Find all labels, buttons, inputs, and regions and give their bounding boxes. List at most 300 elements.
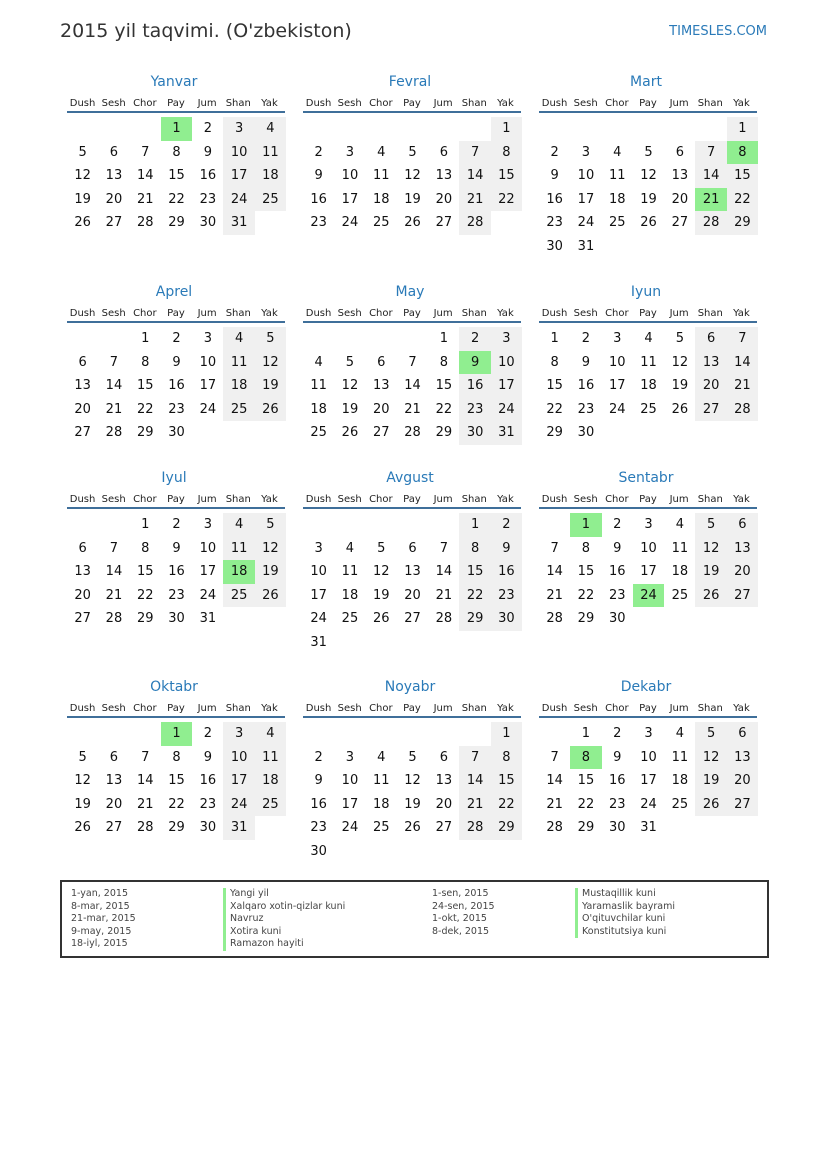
day-cell[interactable]: 2 bbox=[172, 331, 181, 346]
day-cell[interactable]: 27 bbox=[105, 820, 123, 836]
day-cell[interactable]: 24 bbox=[199, 587, 217, 603]
day-cell[interactable]: 25 bbox=[255, 188, 286, 212]
day-cell[interactable]: 2 bbox=[491, 513, 522, 537]
day-cell[interactable]: 19 bbox=[341, 401, 359, 417]
day-cell[interactable]: 13 bbox=[435, 773, 453, 789]
day-cell[interactable]: 11 bbox=[255, 141, 286, 165]
day-cell[interactable]: 17 bbox=[491, 374, 522, 398]
day-cell[interactable]: 8 bbox=[172, 144, 181, 160]
day-cell[interactable]: 28 bbox=[459, 816, 490, 840]
day-cell[interactable]: 21 bbox=[136, 796, 154, 812]
day-cell[interactable]: 22 bbox=[136, 401, 154, 417]
day-cell[interactable]: 30 bbox=[577, 425, 595, 441]
day-cell[interactable]: 12 bbox=[671, 354, 689, 370]
day-cell[interactable]: 4 bbox=[223, 327, 254, 351]
day-cell[interactable]: 19 bbox=[404, 191, 421, 207]
day-cell[interactable]: 15 bbox=[136, 564, 154, 580]
day-cell[interactable]: 11 bbox=[640, 354, 657, 370]
day-cell[interactable]: 24 bbox=[633, 584, 664, 608]
day-cell[interactable]: 18 bbox=[341, 587, 359, 603]
day-cell[interactable]: 13 bbox=[105, 168, 123, 184]
day-cell[interactable]: 7 bbox=[550, 749, 559, 765]
day-cell[interactable]: 25 bbox=[223, 398, 254, 422]
day-cell[interactable]: 12 bbox=[372, 564, 390, 580]
day-cell[interactable]: 17 bbox=[577, 191, 595, 207]
day-cell[interactable]: 7 bbox=[459, 746, 490, 770]
day-cell[interactable]: 28 bbox=[105, 425, 123, 441]
day-cell[interactable]: 22 bbox=[577, 587, 595, 603]
day-cell[interactable]: 18 bbox=[608, 191, 626, 207]
day-cell[interactable]: 30 bbox=[608, 611, 626, 627]
day-cell[interactable]: 30 bbox=[491, 607, 522, 631]
day-cell[interactable]: 4 bbox=[223, 513, 254, 537]
day-cell[interactable]: 28 bbox=[136, 820, 154, 836]
day-cell[interactable]: 6 bbox=[439, 144, 448, 160]
day-cell[interactable]: 26 bbox=[372, 611, 390, 627]
day-cell[interactable]: 8 bbox=[550, 354, 559, 370]
day-cell[interactable]: 22 bbox=[435, 401, 453, 417]
day-cell[interactable]: 18 bbox=[255, 769, 286, 793]
day-cell[interactable]: 6 bbox=[109, 749, 119, 765]
day-cell[interactable]: 21 bbox=[435, 587, 453, 603]
day-cell[interactable]: 15 bbox=[435, 378, 453, 394]
day-cell[interactable]: 25 bbox=[608, 215, 626, 231]
day-cell[interactable]: 9 bbox=[314, 773, 323, 789]
day-cell[interactable]: 21 bbox=[546, 587, 563, 603]
day-cell[interactable]: 1 bbox=[459, 513, 490, 537]
day-cell[interactable]: 1 bbox=[491, 117, 522, 141]
day-cell[interactable]: 3 bbox=[345, 144, 355, 160]
day-cell[interactable]: 7 bbox=[141, 144, 150, 160]
day-cell[interactable]: 15 bbox=[577, 773, 595, 789]
day-cell[interactable]: 19 bbox=[671, 378, 689, 394]
day-cell[interactable]: 9 bbox=[203, 144, 212, 160]
day-cell[interactable]: 2 bbox=[314, 749, 323, 765]
day-cell[interactable]: 23 bbox=[168, 587, 185, 603]
day-cell[interactable]: 22 bbox=[577, 796, 595, 812]
day-cell[interactable]: 26 bbox=[255, 398, 286, 422]
day-cell[interactable]: 16 bbox=[459, 374, 490, 398]
day-cell[interactable]: 2 bbox=[459, 327, 490, 351]
day-cell[interactable]: 7 bbox=[695, 141, 726, 165]
day-cell[interactable]: 25 bbox=[372, 215, 390, 231]
day-cell[interactable]: 24 bbox=[491, 398, 522, 422]
day-cell[interactable]: 17 bbox=[640, 773, 657, 789]
day-cell[interactable]: 11 bbox=[341, 564, 359, 580]
day-cell[interactable]: 31 bbox=[640, 820, 657, 836]
day-cell[interactable]: 22 bbox=[491, 793, 522, 817]
day-cell[interactable]: 4 bbox=[255, 117, 286, 141]
day-cell[interactable]: 31 bbox=[577, 238, 595, 254]
day-cell[interactable]: 13 bbox=[105, 773, 123, 789]
day-cell[interactable]: 11 bbox=[671, 540, 689, 556]
day-cell[interactable]: 27 bbox=[404, 611, 421, 627]
day-cell[interactable]: 17 bbox=[223, 769, 254, 793]
day-cell[interactable]: 1 bbox=[161, 117, 192, 141]
day-cell[interactable]: 11 bbox=[223, 537, 254, 561]
day-cell[interactable]: 31 bbox=[199, 611, 217, 627]
day-cell[interactable]: 12 bbox=[74, 168, 91, 184]
day-cell[interactable]: 6 bbox=[695, 327, 726, 351]
day-cell[interactable]: 5 bbox=[78, 749, 87, 765]
day-cell[interactable]: 16 bbox=[310, 796, 327, 812]
day-cell[interactable]: 19 bbox=[695, 769, 726, 793]
day-cell[interactable]: 30 bbox=[199, 215, 217, 231]
day-cell[interactable]: 23 bbox=[491, 584, 522, 608]
day-cell[interactable]: 16 bbox=[199, 168, 217, 184]
day-cell[interactable]: 5 bbox=[675, 331, 684, 346]
day-cell[interactable]: 12 bbox=[341, 378, 359, 394]
day-cell[interactable]: 10 bbox=[341, 168, 359, 184]
day-cell[interactable]: 9 bbox=[613, 540, 622, 556]
day-cell[interactable]: 7 bbox=[550, 540, 559, 556]
day-cell[interactable]: 5 bbox=[255, 513, 286, 537]
day-cell[interactable]: 27 bbox=[74, 425, 91, 441]
day-cell[interactable]: 26 bbox=[671, 401, 689, 417]
day-cell[interactable]: 19 bbox=[255, 374, 286, 398]
day-cell[interactable]: 21 bbox=[459, 793, 490, 817]
day-cell[interactable]: 4 bbox=[675, 517, 684, 532]
day-cell[interactable]: 22 bbox=[491, 188, 522, 212]
day-cell[interactable]: 10 bbox=[199, 354, 217, 370]
day-cell[interactable]: 7 bbox=[109, 540, 119, 556]
day-cell[interactable]: 2 bbox=[203, 726, 212, 741]
day-cell[interactable]: 3 bbox=[644, 726, 653, 741]
day-cell[interactable]: 4 bbox=[255, 722, 286, 746]
day-cell[interactable]: 4 bbox=[314, 354, 323, 370]
day-cell[interactable]: 15 bbox=[491, 164, 522, 188]
day-cell[interactable]: 4 bbox=[613, 144, 622, 160]
day-cell[interactable]: 18 bbox=[640, 378, 657, 394]
day-cell[interactable]: 14 bbox=[546, 564, 563, 580]
day-cell[interactable]: 8 bbox=[570, 746, 601, 770]
day-cell[interactable]: 5 bbox=[408, 144, 417, 160]
day-cell[interactable]: 9 bbox=[613, 749, 622, 765]
day-cell[interactable]: 4 bbox=[644, 331, 653, 346]
day-cell[interactable]: 19 bbox=[404, 796, 421, 812]
day-cell[interactable]: 21 bbox=[695, 188, 726, 212]
day-cell[interactable]: 18 bbox=[372, 191, 390, 207]
day-cell[interactable]: 5 bbox=[695, 722, 726, 746]
day-cell[interactable]: 29 bbox=[491, 816, 522, 840]
day-cell[interactable]: 17 bbox=[199, 564, 217, 580]
day-cell[interactable]: 4 bbox=[345, 540, 355, 556]
day-cell[interactable]: 23 bbox=[199, 796, 217, 812]
day-cell[interactable]: 6 bbox=[78, 354, 87, 370]
day-cell[interactable]: 15 bbox=[459, 560, 490, 584]
day-cell[interactable]: 25 bbox=[671, 796, 689, 812]
day-cell[interactable]: 17 bbox=[223, 164, 254, 188]
day-cell[interactable]: 21 bbox=[136, 191, 154, 207]
day-cell[interactable]: 9 bbox=[550, 168, 559, 184]
day-cell[interactable]: 28 bbox=[435, 611, 453, 627]
day-cell[interactable]: 6 bbox=[675, 144, 684, 160]
day-cell[interactable]: 14 bbox=[136, 773, 154, 789]
day-cell[interactable]: 3 bbox=[491, 327, 522, 351]
day-cell[interactable]: 30 bbox=[168, 611, 185, 627]
day-cell[interactable]: 20 bbox=[74, 587, 91, 603]
day-cell[interactable]: 14 bbox=[459, 164, 490, 188]
day-cell[interactable]: 17 bbox=[608, 378, 626, 394]
day-cell[interactable]: 24 bbox=[341, 820, 359, 836]
day-cell[interactable]: 24 bbox=[341, 215, 359, 231]
day-cell[interactable]: 10 bbox=[640, 749, 657, 765]
day-cell[interactable]: 14 bbox=[136, 168, 154, 184]
day-cell[interactable]: 29 bbox=[459, 607, 490, 631]
day-cell[interactable]: 24 bbox=[608, 401, 626, 417]
day-cell[interactable]: 16 bbox=[310, 191, 327, 207]
day-cell[interactable]: 21 bbox=[459, 188, 490, 212]
day-cell[interactable]: 9 bbox=[314, 168, 323, 184]
day-cell[interactable]: 9 bbox=[203, 749, 212, 765]
day-cell[interactable]: 10 bbox=[577, 168, 595, 184]
day-cell[interactable]: 29 bbox=[577, 611, 595, 627]
day-cell[interactable]: 30 bbox=[608, 820, 626, 836]
day-cell[interactable]: 12 bbox=[74, 773, 91, 789]
day-cell[interactable]: 8 bbox=[141, 354, 150, 370]
day-cell[interactable]: 19 bbox=[74, 796, 91, 812]
day-cell[interactable]: 13 bbox=[372, 378, 390, 394]
day-cell[interactable]: 20 bbox=[671, 191, 689, 207]
day-cell[interactable]: 7 bbox=[459, 141, 490, 165]
day-cell[interactable]: 6 bbox=[78, 540, 87, 556]
day-cell[interactable]: 23 bbox=[577, 401, 595, 417]
day-cell[interactable]: 19 bbox=[255, 560, 286, 584]
day-cell[interactable]: 4 bbox=[377, 144, 386, 160]
day-cell[interactable]: 1 bbox=[570, 513, 601, 537]
day-cell[interactable]: 2 bbox=[172, 517, 181, 532]
day-cell[interactable]: 25 bbox=[223, 584, 254, 608]
day-cell[interactable]: 3 bbox=[581, 144, 591, 160]
day-cell[interactable]: 27 bbox=[695, 398, 726, 422]
day-cell[interactable]: 1 bbox=[491, 722, 522, 746]
day-cell[interactable]: 13 bbox=[695, 351, 726, 375]
day-cell[interactable]: 28 bbox=[546, 611, 563, 627]
day-cell[interactable]: 10 bbox=[223, 141, 254, 165]
day-cell[interactable]: 27 bbox=[435, 820, 453, 836]
day-cell[interactable]: 25 bbox=[255, 793, 286, 817]
day-cell[interactable]: 16 bbox=[577, 378, 595, 394]
day-cell[interactable]: 16 bbox=[168, 378, 185, 394]
day-cell[interactable]: 1 bbox=[141, 331, 150, 346]
day-cell[interactable]: 19 bbox=[695, 560, 726, 584]
day-cell[interactable]: 7 bbox=[408, 354, 417, 370]
day-cell[interactable]: 31 bbox=[491, 421, 522, 445]
day-cell[interactable]: 10 bbox=[199, 540, 217, 556]
day-cell[interactable]: 6 bbox=[727, 722, 758, 746]
day-cell[interactable]: 3 bbox=[345, 749, 355, 765]
day-cell[interactable]: 2 bbox=[613, 517, 622, 532]
day-cell[interactable]: 20 bbox=[727, 769, 758, 793]
day-cell[interactable]: 13 bbox=[727, 746, 758, 770]
day-cell[interactable]: 19 bbox=[372, 587, 390, 603]
day-cell[interactable]: 16 bbox=[168, 564, 185, 580]
day-cell[interactable]: 14 bbox=[435, 564, 453, 580]
day-cell[interactable]: 2 bbox=[581, 331, 591, 346]
day-cell[interactable]: 23 bbox=[310, 820, 327, 836]
day-cell[interactable]: 15 bbox=[727, 164, 758, 188]
day-cell[interactable]: 11 bbox=[372, 168, 390, 184]
day-cell[interactable]: 28 bbox=[727, 398, 758, 422]
day-cell[interactable]: 22 bbox=[136, 587, 154, 603]
day-cell[interactable]: 3 bbox=[613, 331, 622, 346]
day-cell[interactable]: 29 bbox=[136, 425, 154, 441]
day-cell[interactable]: 14 bbox=[459, 769, 490, 793]
day-cell[interactable]: 21 bbox=[404, 401, 421, 417]
day-cell[interactable]: 4 bbox=[377, 749, 386, 765]
day-cell[interactable]: 14 bbox=[546, 773, 563, 789]
day-cell[interactable]: 5 bbox=[78, 144, 87, 160]
day-cell[interactable]: 26 bbox=[695, 584, 726, 608]
day-cell[interactable]: 30 bbox=[459, 421, 490, 445]
day-cell[interactable]: 16 bbox=[546, 191, 563, 207]
day-cell[interactable]: 2 bbox=[550, 144, 559, 160]
day-cell[interactable]: 16 bbox=[491, 560, 522, 584]
day-cell[interactable]: 5 bbox=[644, 144, 653, 160]
day-cell[interactable]: 28 bbox=[459, 211, 490, 235]
day-cell[interactable]: 26 bbox=[255, 584, 286, 608]
day-cell[interactable]: 1 bbox=[141, 517, 150, 532]
day-cell[interactable]: 2 bbox=[613, 726, 622, 741]
day-cell[interactable]: 11 bbox=[223, 351, 254, 375]
day-cell[interactable]: 8 bbox=[491, 141, 522, 165]
day-cell[interactable]: 11 bbox=[671, 749, 689, 765]
day-cell[interactable]: 24 bbox=[640, 796, 657, 812]
day-cell[interactable]: 6 bbox=[109, 144, 119, 160]
day-cell[interactable]: 21 bbox=[105, 587, 123, 603]
day-cell[interactable]: 17 bbox=[341, 191, 359, 207]
day-cell[interactable]: 8 bbox=[141, 540, 150, 556]
day-cell[interactable]: 26 bbox=[74, 820, 91, 836]
day-cell[interactable]: 14 bbox=[727, 351, 758, 375]
day-cell[interactable]: 15 bbox=[168, 773, 185, 789]
day-cell[interactable]: 10 bbox=[608, 354, 626, 370]
day-cell[interactable]: 6 bbox=[377, 354, 386, 370]
day-cell[interactable]: 8 bbox=[727, 141, 758, 165]
day-cell[interactable]: 24 bbox=[577, 215, 595, 231]
day-cell[interactable]: 26 bbox=[695, 793, 726, 817]
day-cell[interactable]: 6 bbox=[727, 513, 758, 537]
day-cell[interactable]: 23 bbox=[168, 401, 185, 417]
day-cell[interactable]: 22 bbox=[546, 401, 563, 417]
day-cell[interactable]: 12 bbox=[695, 537, 726, 561]
day-cell[interactable]: 23 bbox=[608, 796, 626, 812]
day-cell[interactable]: 14 bbox=[404, 378, 421, 394]
day-cell[interactable]: 13 bbox=[74, 564, 91, 580]
day-cell[interactable]: 1 bbox=[727, 117, 758, 141]
day-cell[interactable]: 10 bbox=[310, 564, 327, 580]
day-cell[interactable]: 22 bbox=[727, 188, 758, 212]
day-cell[interactable]: 29 bbox=[435, 425, 453, 441]
day-cell[interactable]: 13 bbox=[727, 537, 758, 561]
day-cell[interactable]: 27 bbox=[435, 215, 453, 231]
day-cell[interactable]: 1 bbox=[550, 331, 559, 346]
day-cell[interactable]: 18 bbox=[223, 374, 254, 398]
day-cell[interactable]: 20 bbox=[695, 374, 726, 398]
day-cell[interactable]: 3 bbox=[223, 722, 254, 746]
day-cell[interactable]: 13 bbox=[74, 378, 91, 394]
day-cell[interactable]: 20 bbox=[435, 191, 453, 207]
day-cell[interactable]: 8 bbox=[491, 746, 522, 770]
day-cell[interactable]: 10 bbox=[223, 746, 254, 770]
day-cell[interactable]: 27 bbox=[105, 215, 123, 231]
day-cell[interactable]: 30 bbox=[546, 238, 563, 254]
day-cell[interactable]: 12 bbox=[404, 168, 421, 184]
day-cell[interactable]: 29 bbox=[168, 215, 185, 231]
day-cell[interactable]: 27 bbox=[671, 215, 689, 231]
day-cell[interactable]: 31 bbox=[223, 211, 254, 235]
day-cell[interactable]: 19 bbox=[74, 191, 91, 207]
day-cell[interactable]: 9 bbox=[581, 354, 591, 370]
day-cell[interactable]: 25 bbox=[310, 425, 327, 441]
day-cell[interactable]: 28 bbox=[105, 611, 123, 627]
day-cell[interactable]: 23 bbox=[459, 398, 490, 422]
day-cell[interactable]: 14 bbox=[105, 564, 123, 580]
day-cell[interactable]: 12 bbox=[695, 746, 726, 770]
day-cell[interactable]: 19 bbox=[640, 191, 657, 207]
day-cell[interactable]: 3 bbox=[644, 517, 653, 532]
day-cell[interactable]: 30 bbox=[310, 843, 327, 859]
day-cell[interactable]: 16 bbox=[608, 564, 626, 580]
day-cell[interactable]: 3 bbox=[203, 517, 212, 532]
day-cell[interactable]: 13 bbox=[435, 168, 453, 184]
day-cell[interactable]: 20 bbox=[105, 191, 123, 207]
day-cell[interactable]: 29 bbox=[168, 820, 185, 836]
day-cell[interactable]: 9 bbox=[172, 354, 181, 370]
day-cell[interactable]: 12 bbox=[404, 773, 421, 789]
day-cell[interactable]: 10 bbox=[640, 540, 657, 556]
day-cell[interactable]: 5 bbox=[408, 749, 417, 765]
day-cell[interactable]: 20 bbox=[74, 401, 91, 417]
day-cell[interactable]: 18 bbox=[255, 164, 286, 188]
day-cell[interactable]: 27 bbox=[727, 793, 758, 817]
day-cell[interactable]: 20 bbox=[372, 401, 390, 417]
day-cell[interactable]: 15 bbox=[168, 168, 185, 184]
day-cell[interactable]: 23 bbox=[608, 587, 626, 603]
day-cell[interactable]: 12 bbox=[640, 168, 657, 184]
day-cell[interactable]: 28 bbox=[136, 215, 154, 231]
day-cell[interactable]: 20 bbox=[727, 560, 758, 584]
day-cell[interactable]: 23 bbox=[310, 215, 327, 231]
day-cell[interactable]: 24 bbox=[199, 401, 217, 417]
day-cell[interactable]: 17 bbox=[341, 796, 359, 812]
day-cell[interactable]: 3 bbox=[314, 540, 323, 556]
day-cell[interactable]: 25 bbox=[671, 587, 689, 603]
day-cell[interactable]: 23 bbox=[199, 191, 217, 207]
day-cell[interactable]: 5 bbox=[695, 513, 726, 537]
day-cell[interactable]: 15 bbox=[136, 378, 154, 394]
day-cell[interactable]: 3 bbox=[223, 117, 254, 141]
day-cell[interactable]: 10 bbox=[491, 351, 522, 375]
day-cell[interactable]: 22 bbox=[459, 584, 490, 608]
day-cell[interactable]: 12 bbox=[255, 537, 286, 561]
day-cell[interactable]: 11 bbox=[608, 168, 626, 184]
day-cell[interactable]: 8 bbox=[581, 540, 591, 556]
day-cell[interactable]: 18 bbox=[671, 564, 689, 580]
day-cell[interactable]: 7 bbox=[141, 749, 150, 765]
day-cell[interactable]: 20 bbox=[105, 796, 123, 812]
day-cell[interactable]: 9 bbox=[459, 351, 490, 375]
day-cell[interactable]: 20 bbox=[435, 796, 453, 812]
day-cell[interactable]: 1 bbox=[439, 331, 448, 346]
day-cell[interactable]: 26 bbox=[404, 215, 421, 231]
day-cell[interactable]: 29 bbox=[136, 611, 154, 627]
day-cell[interactable]: 27 bbox=[74, 611, 91, 627]
day-cell[interactable]: 8 bbox=[439, 354, 448, 370]
day-cell[interactable]: 1 bbox=[161, 722, 192, 746]
day-cell[interactable]: 12 bbox=[255, 351, 286, 375]
day-cell[interactable]: 18 bbox=[310, 401, 327, 417]
